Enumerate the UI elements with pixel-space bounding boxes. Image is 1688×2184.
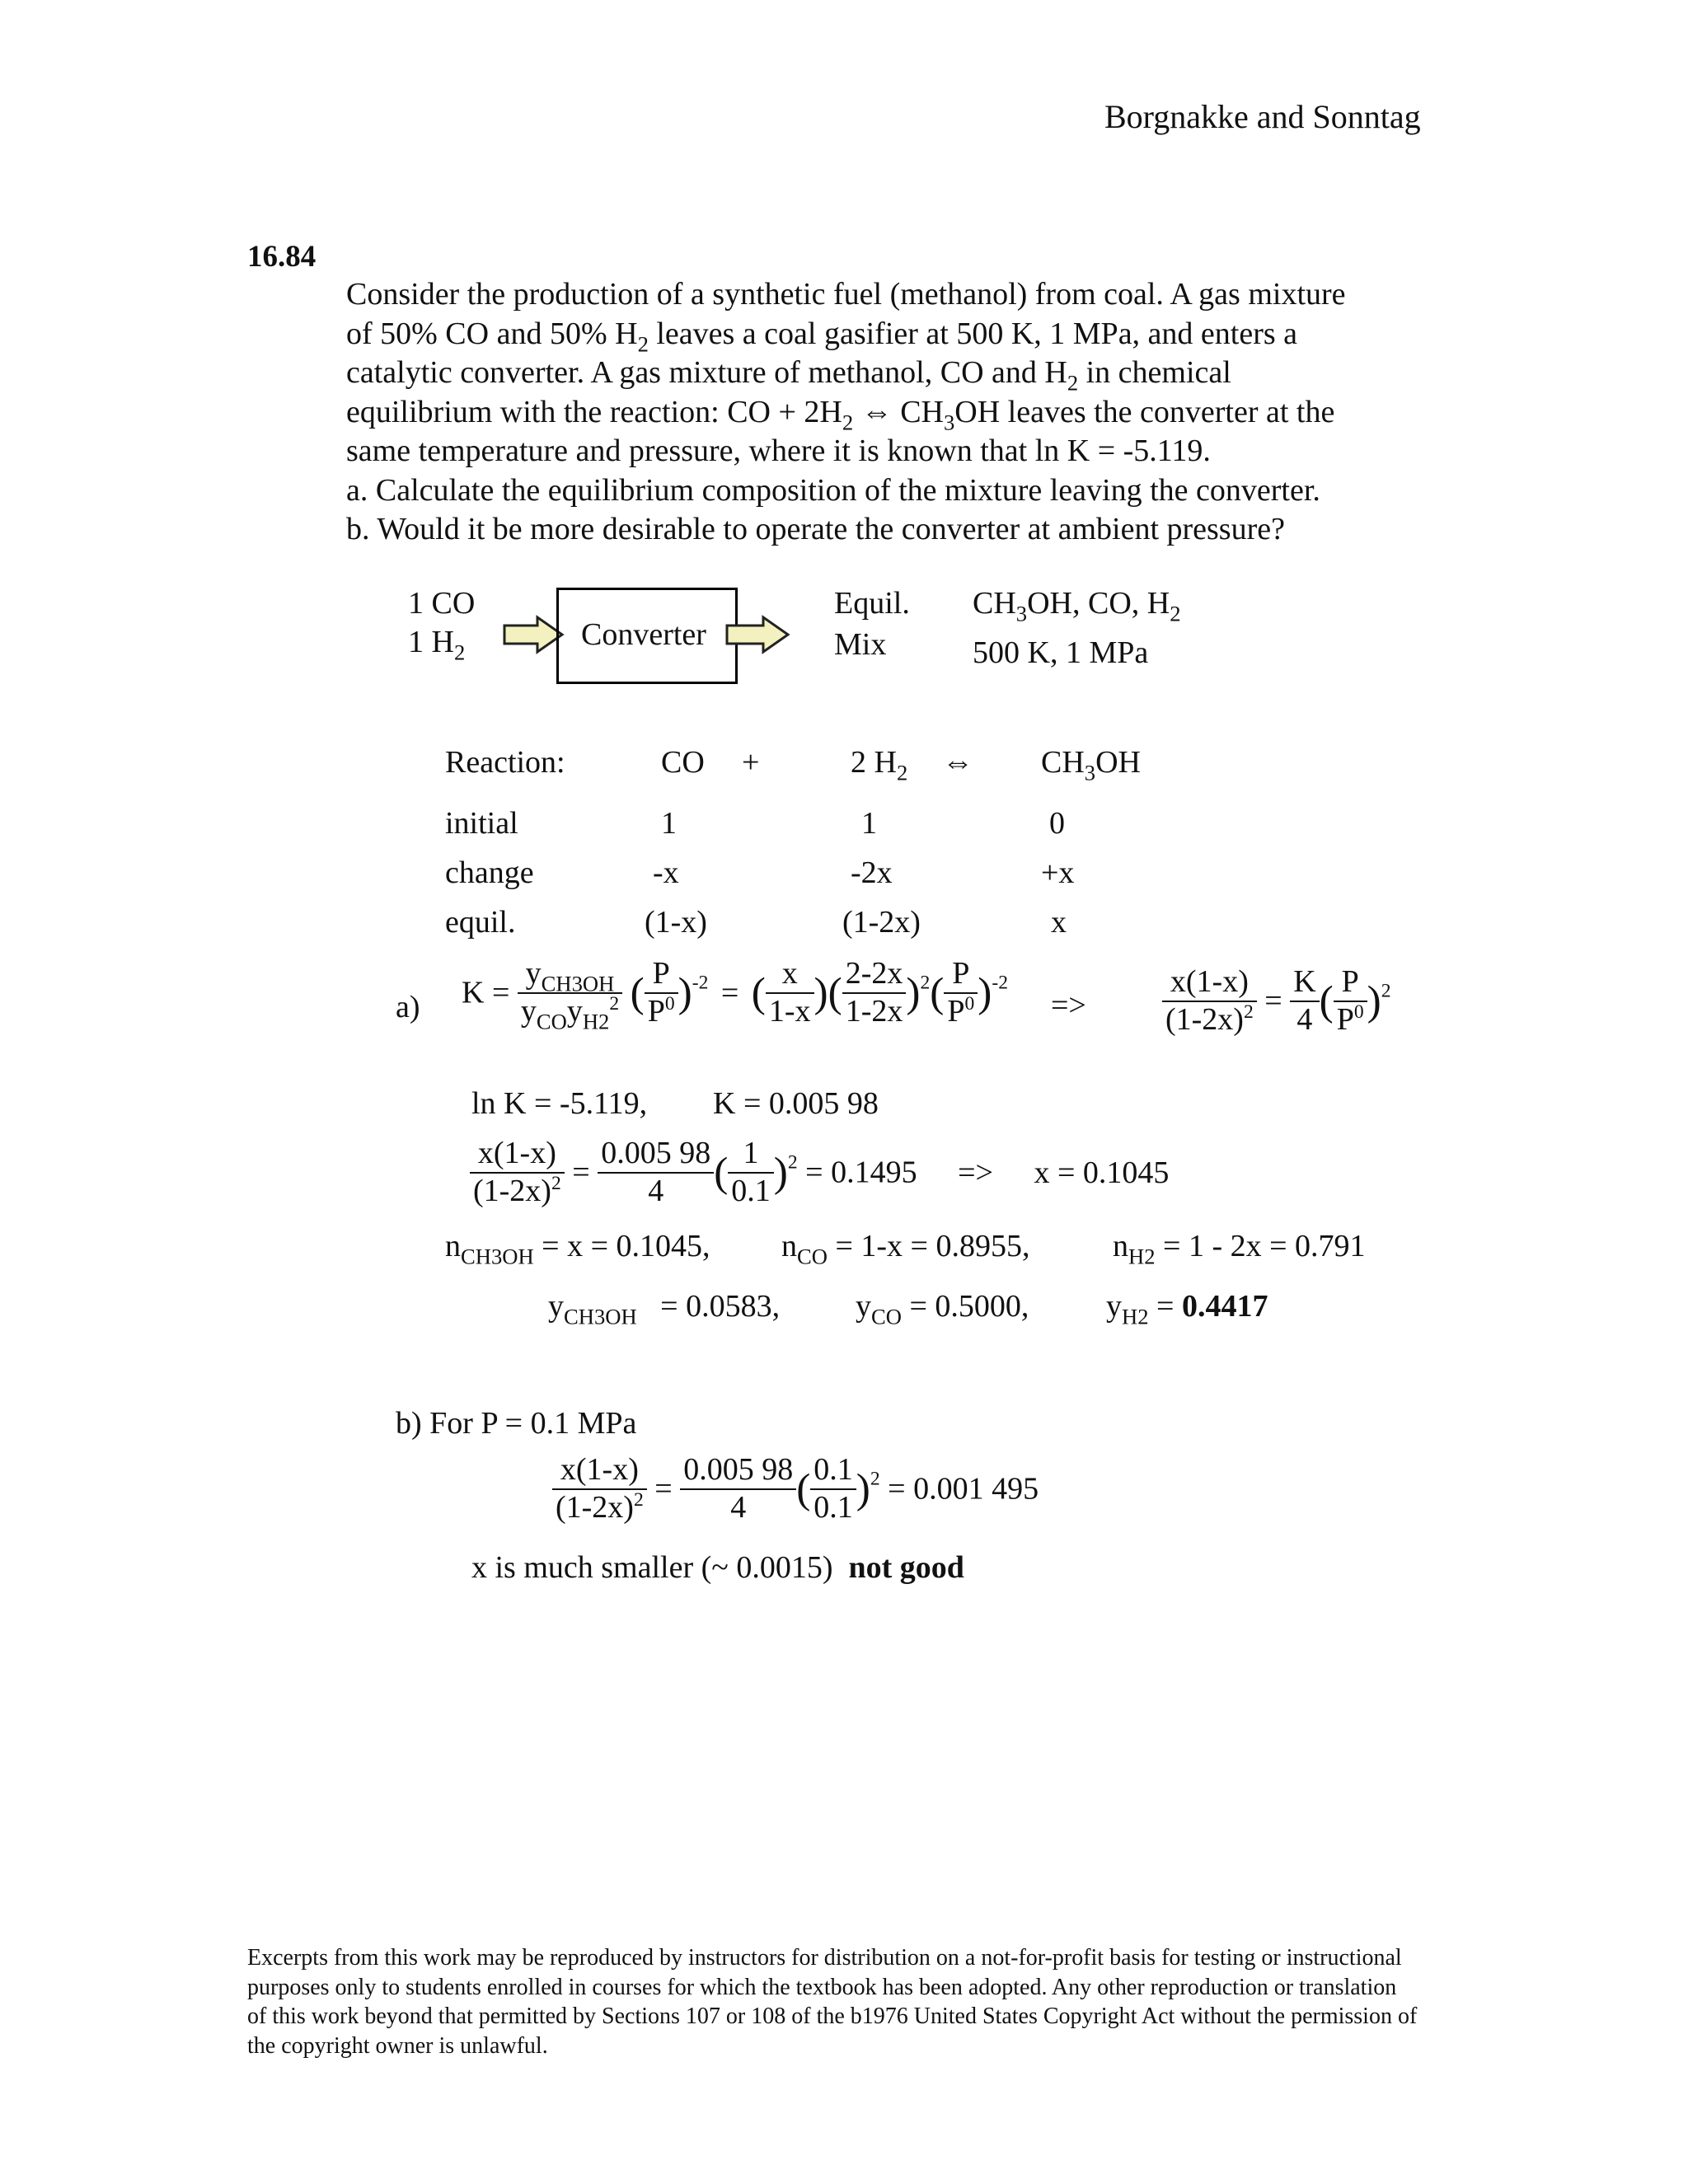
symbol: y (1106, 1289, 1122, 1324)
subscript: 3 (1084, 760, 1096, 785)
species-text: CH (973, 586, 1016, 621)
symbol: y (520, 993, 537, 1029)
problem-line (346, 432, 1346, 471)
n-co (781, 1228, 1030, 1269)
fraction-denominator (518, 992, 622, 1033)
table-header-ch3oh (1041, 744, 1141, 785)
outlet-arrow-icon (725, 614, 791, 655)
fraction-denominator: 0.1 (731, 1173, 771, 1208)
verdict-text: not good (848, 1550, 964, 1585)
k-equation (462, 956, 1008, 1033)
outlet-state: 500 K, 1 MPa (973, 635, 1149, 670)
table-cell: -2x (851, 855, 893, 890)
fraction-numerator: x(1-x) (470, 1136, 565, 1174)
table-cell: 1 (661, 806, 677, 841)
x-ratio (766, 956, 814, 1029)
species-text: CH (1041, 745, 1085, 780)
table-cell: 0 (1049, 806, 1065, 841)
problem-text: Consider the production of a synthetic fuel (methanol) from coal. A gas mixture (346, 277, 1346, 312)
table-row-label: initial (445, 806, 518, 841)
pressure-ratio (1334, 964, 1367, 1038)
fraction-numerator: 0.005 98 (598, 1136, 714, 1174)
symbol: P (647, 993, 665, 1029)
exponent: 2 (920, 972, 931, 994)
converter-label: Converter (581, 617, 706, 652)
subscript: 2 (842, 409, 854, 434)
fraction-numerator: 0.1 (810, 1452, 856, 1490)
paren: ( (930, 969, 945, 1017)
k-over-4-value (598, 1136, 714, 1209)
fraction-numerator: 1 (728, 1136, 774, 1174)
subscript: CH3OH (461, 1244, 534, 1269)
table-row-label: equil. (445, 905, 516, 940)
problem-text: in chemical (1078, 355, 1231, 390)
table-cell: (1-2x) (842, 905, 921, 940)
problem-line (346, 354, 1346, 396)
calc-result: = 0.1495 (805, 1155, 917, 1190)
fraction-denominator (944, 994, 978, 1030)
paren: ( (751, 969, 766, 1017)
exponent: -2 (992, 972, 1008, 994)
exponent: 2 (870, 1468, 880, 1490)
pressure-ratio-value (728, 1136, 774, 1209)
problem-text: a. Calculate the equilibrium composition of the mixture leaving the converter. (346, 472, 1320, 508)
paren: ) (678, 969, 692, 1017)
problem-number: 16.84 (247, 240, 316, 274)
problem-statement (346, 275, 1346, 550)
pressure-ratio-value (810, 1452, 856, 1526)
ln-k-value: ln K = -5.119, (471, 1086, 648, 1121)
h2-ratio (842, 956, 907, 1029)
table-row-label: change (445, 855, 534, 890)
x-computation (470, 1136, 1169, 1209)
paren: ( (630, 969, 645, 1017)
subscript: 2 (1170, 601, 1181, 626)
problem-item-a (346, 471, 1346, 511)
problem-text: equilibrium with the reaction: CO + 2H (346, 394, 842, 429)
fraction-denominator (1162, 1002, 1257, 1038)
rhs-fraction (470, 1136, 565, 1209)
subscript: 2 (896, 760, 908, 785)
rhs-fraction (552, 1452, 647, 1526)
conclusion-text: x is much smaller (~ 0.0015) (471, 1550, 833, 1585)
equil-label: Equil. (834, 586, 910, 621)
subscript: H2 (1122, 1304, 1149, 1329)
fraction-numerator: 0.005 98 (680, 1452, 796, 1490)
paren: ( (1319, 977, 1334, 1025)
part-b-equation (552, 1452, 1039, 1526)
superscript: 2 (551, 1172, 561, 1194)
table-header-co: CO (661, 745, 705, 780)
symbol: (1-2x) (473, 1173, 551, 1208)
page-header-author: Borgnakke and Sonntag (1104, 98, 1421, 135)
symbol: y (566, 993, 583, 1029)
inlet-h2-text: 1 H (408, 625, 454, 659)
k-over-4 (1290, 964, 1319, 1038)
fraction-denominator: 4 (1296, 1001, 1313, 1037)
fraction-numerator: x (766, 956, 814, 994)
fraction-numerator: 2-2x (842, 956, 907, 994)
y-h2 (1106, 1288, 1268, 1329)
rhs-equation (1162, 964, 1391, 1038)
fraction-denominator: 1-x (768, 993, 811, 1029)
pressure-ratio (645, 956, 678, 1029)
symbol: P (1336, 1001, 1354, 1037)
subscript: H2 (1128, 1244, 1156, 1269)
paren: ) (856, 1465, 870, 1513)
part-b-conclusion (471, 1549, 964, 1586)
symbol: P (947, 993, 965, 1029)
table-cell: -x (653, 855, 679, 890)
paren: ) (773, 1149, 788, 1197)
mix-label: Mix (834, 627, 887, 662)
k-value: K = 0.005 98 (713, 1086, 879, 1121)
outlet-species (973, 585, 1181, 626)
table-header-label: Reaction: (445, 745, 565, 780)
paren: ) (906, 969, 921, 1017)
value: = x = 0.1045, (542, 1229, 710, 1263)
superscript: 0 (964, 992, 975, 1015)
subscript: CH3OH (541, 971, 615, 996)
implies-arrow: => (1051, 988, 1086, 1023)
exponent: -2 (692, 972, 709, 994)
table-cell: x (1051, 905, 1067, 940)
superscript: 2 (1243, 1001, 1254, 1023)
equals: = (654, 1471, 673, 1507)
superscript: 2 (609, 992, 620, 1015)
problem-item-b (346, 510, 1346, 550)
symbol: (1-2x) (1165, 1001, 1244, 1037)
symbol: y (548, 1289, 564, 1324)
species-text: OH (1095, 745, 1141, 780)
symbol: n (445, 1229, 461, 1263)
problem-text: OH leaves the converter at the (954, 394, 1335, 429)
subscript: CO (536, 1008, 567, 1033)
problem-line (346, 393, 1346, 433)
pressure-ratio (944, 956, 978, 1029)
symbol: (1-2x) (556, 1489, 634, 1525)
fraction-denominator (470, 1174, 565, 1210)
exponent: 2 (1381, 980, 1391, 1002)
n-h2 (1113, 1228, 1366, 1269)
fraction-denominator (1334, 1002, 1367, 1038)
fraction-numerator: P (1334, 964, 1367, 1002)
symbol: n (1113, 1229, 1128, 1263)
table-cell: 1 (861, 806, 877, 841)
table-cell: (1-x) (645, 905, 707, 940)
subscript: H2 (582, 1008, 610, 1033)
problem-text: catalytic converter. A gas mixture of methanol, CO and H (346, 355, 1067, 390)
value: = 0.0583, (660, 1289, 781, 1324)
problem-text: b. Would it be more desirable to operate the converter at ambient pressure? (346, 512, 1285, 546)
paren: ( (828, 969, 842, 1017)
subscript: CH3OH (564, 1304, 637, 1329)
subscript: 3 (1015, 601, 1028, 626)
fraction-numerator (518, 956, 622, 994)
fraction-numerator: x(1-x) (1162, 964, 1257, 1002)
exponent: 2 (787, 1151, 798, 1174)
table-header-plus: + (742, 745, 760, 780)
fraction-numerator: P (645, 956, 678, 994)
symbol: n (781, 1229, 797, 1263)
superscript: 2 (633, 1488, 644, 1511)
mole-fraction-ratio (518, 956, 622, 1033)
problem-text: of 50% CO and 50% H (346, 316, 638, 351)
paren: ) (978, 969, 992, 1017)
superscript: 0 (1353, 1001, 1364, 1023)
symbol: y (856, 1289, 871, 1324)
value: = 0.5000, (909, 1289, 1029, 1324)
subscript: 2 (1067, 370, 1079, 396)
paren: ) (1367, 977, 1381, 1025)
fraction-denominator: 1-2x (845, 993, 903, 1029)
species-text: 2 H (851, 745, 897, 780)
fraction-numerator: x(1-x) (552, 1452, 647, 1490)
table-header-arrow: ⇔ (942, 745, 973, 780)
b-result: = 0.001 495 (888, 1471, 1039, 1507)
problem-text: same temperature and pressure, where it is known that ln K = -5.119. (346, 434, 1211, 468)
subscript: 2 (637, 330, 649, 356)
value: = 1 - 2x = 0.791 (1163, 1229, 1366, 1263)
part-a-label: a) (396, 990, 420, 1024)
paren: ) (814, 969, 828, 1017)
inlet-co-label: 1 CO (408, 586, 476, 621)
y-co (856, 1288, 1029, 1329)
paren: ( (714, 1149, 729, 1197)
equals: = (720, 975, 739, 1010)
copyright-footer: Excerpts from this work may be reproduced by instructors for distribution on a not-for-profit basis for testing or instructional purposes only to students enrolled in courses for which the textbook has been adopted. Any other reproduction or translation of this work beyond that permitted by Sections 107 or 108 of the b1976 United States Copyright Act without the permission of the copyright owner is unlawful. (247, 1945, 1418, 2059)
subscript: CO (871, 1304, 902, 1329)
fraction-denominator (552, 1490, 647, 1526)
problem-text: ⇔ CH (853, 394, 944, 429)
species-text: OH, CO, H (1027, 586, 1170, 621)
value: = 1-x = 0.8955, (835, 1229, 1030, 1263)
part-b-label: b) For P = 0.1 MPa (396, 1406, 637, 1441)
fraction-denominator (645, 994, 678, 1030)
fraction-denominator: 4 (730, 1489, 747, 1525)
subscript: CO (797, 1244, 828, 1269)
x-result: x = 0.1045 (1034, 1155, 1170, 1190)
fraction-denominator: 4 (648, 1173, 664, 1208)
symbol: y (525, 956, 542, 991)
table-header-h2 (851, 744, 908, 785)
paren: ( (796, 1465, 811, 1513)
k-lhs: K = (462, 975, 510, 1010)
subscript: 2 (453, 640, 466, 665)
table-cell: +x (1041, 855, 1075, 890)
problem-line (346, 315, 1346, 354)
subscript: 3 (943, 409, 955, 434)
superscript: 0 (664, 992, 675, 1015)
fraction-denominator: 0.1 (814, 1489, 853, 1525)
value: 0.4417 (1181, 1289, 1268, 1324)
equals: = (572, 1155, 590, 1190)
rhs-fraction (1162, 964, 1257, 1038)
problem-text: leaves a coal gasifier at 500 K, 1 MPa, and enters a (648, 316, 1298, 351)
equals: = (1156, 1289, 1182, 1324)
implies-arrow: => (958, 1155, 993, 1190)
inlet-arrow-icon (503, 614, 565, 655)
n-ch3oh (445, 1228, 710, 1269)
inlet-h2-label (408, 624, 466, 665)
equals: = (1264, 983, 1282, 1019)
y-ch3oh (548, 1288, 781, 1329)
k-over-4-value (680, 1452, 796, 1526)
fraction-numerator: K (1290, 964, 1319, 1002)
fraction-numerator: P (944, 956, 978, 994)
problem-line (346, 275, 1346, 315)
